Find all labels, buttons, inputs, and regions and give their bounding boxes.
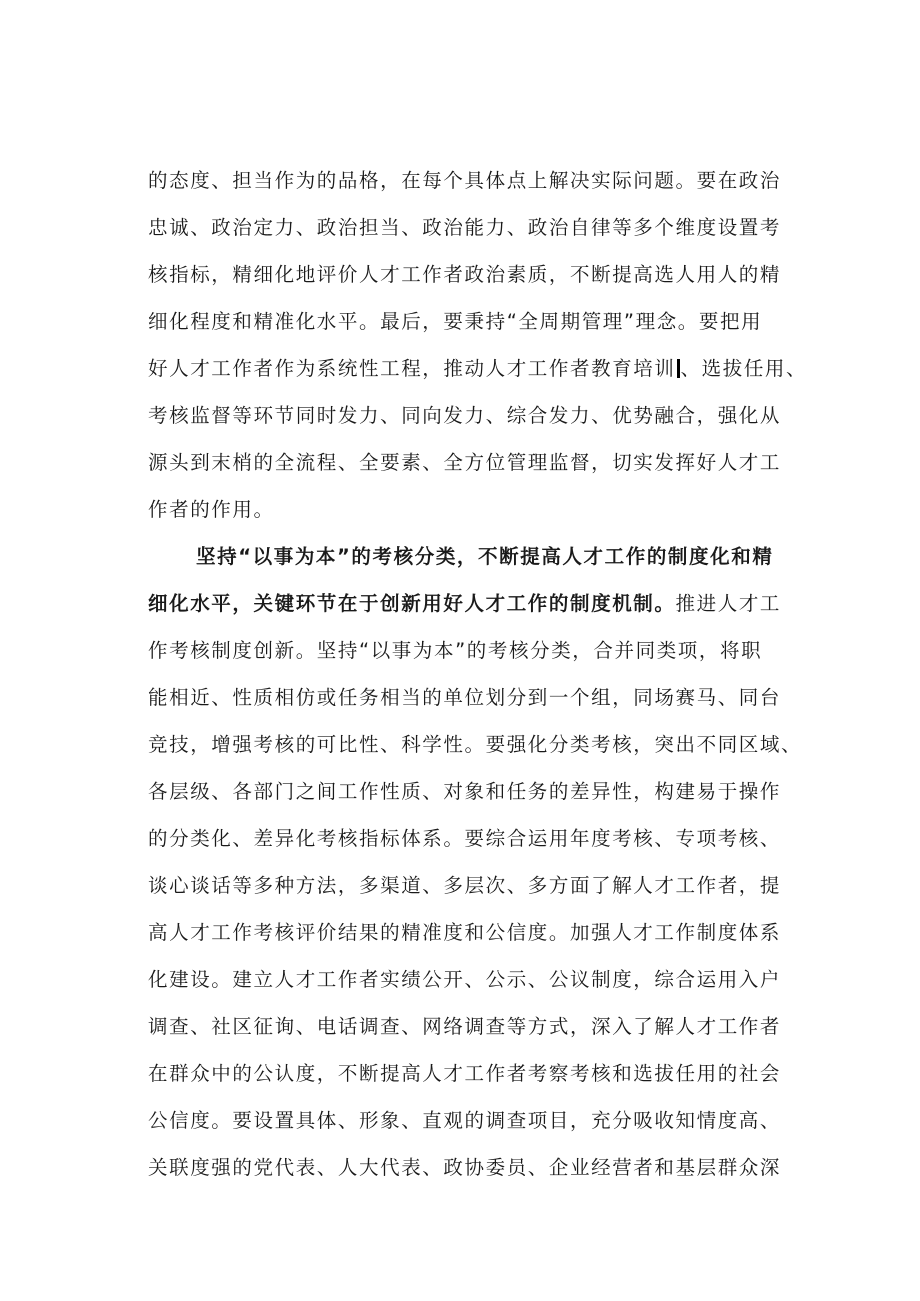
bold-heading-line: 坚持“以事为本”的考核分类，不断提高人才工作的制度化和精 (196, 545, 774, 568)
text-line: 公信度。要设置具体、形象、直观的调查项目，充分吸收知情度高、 (148, 1109, 782, 1132)
text-line: 能相近、性质相仿或任务相当的单位划分到一个组，同场赛马、同台 (148, 686, 782, 709)
text-line: 细化程度和精准化水平。最后，要秉持“全周期管理”理念。要把用 (148, 310, 763, 333)
bold-heading-segment: 细化水平，关键环节在于创新用好人才工作的制度机制。 (148, 592, 676, 615)
text-line: 化建设。建立人才工作者实绩公开、公示、公议制度，综合运用入户 (148, 968, 782, 991)
text-line: 在群众中的公认度，不断提高人才工作者考察考核和选拔任用的社会 (148, 1062, 782, 1085)
text-segment: 推进人才工 (675, 592, 782, 615)
text-line: 作考核制度创新。坚持“以事为本”的考核分类，合并同类项，将职 (148, 639, 763, 662)
text-segment: 、选拔任用、 (680, 357, 808, 380)
text-line: 高人才工作考核评价结果的精准度和公信度。加强人才工作制度体系 (148, 921, 782, 944)
text-line: 核指标，精细化地评价人才工作者政治素质，不断提高选人用人的精 (148, 263, 782, 286)
text-line: 忠诚、政治定力、政治担当、政治能力、政治自律等多个维度设置考 (148, 216, 782, 239)
text-line: 考核监督等环节同时发力、同向发力、综合发力、优势融合，强化从 (148, 404, 782, 427)
text-line: 源头到末梢的全流程、全要素、全方位管理监督，切实发挥好人才工 (148, 451, 782, 474)
text-cursor (677, 359, 680, 378)
text-line: 的分类化、差异化考核指标体系。要综合运用年度考核、专项考核、 (148, 827, 782, 850)
text-line: 调查、社区征询、电话调查、网络调查等方式，深入了解人才工作者 (148, 1015, 782, 1038)
text-line: 竞技，增强考核的可比性、科学性。要强化分类考核，突出不同区域、 (148, 733, 803, 756)
text-line: 谈心谈话等多种方法，多渠道、多层次、多方面了解人才工作者，提 (148, 874, 782, 897)
text-line: 关联度强的党代表、人大代表、政协委员、企业经营者和基层群众深 (148, 1156, 782, 1179)
text-line: 的态度、担当作为的品格，在每个具体点上解决实际问题。要在政治 (148, 169, 782, 192)
text-segment: 好人才工作者作为系统性工程，推动人才工作者教育培训 (148, 357, 676, 380)
text-line (148, 592, 781, 616)
text-line (148, 357, 807, 381)
text-line: 各层级、各部门之间工作性质、对象和任务的差异性，构建易于操作 (148, 780, 782, 803)
text-line: 作者的作用。 (148, 498, 275, 521)
